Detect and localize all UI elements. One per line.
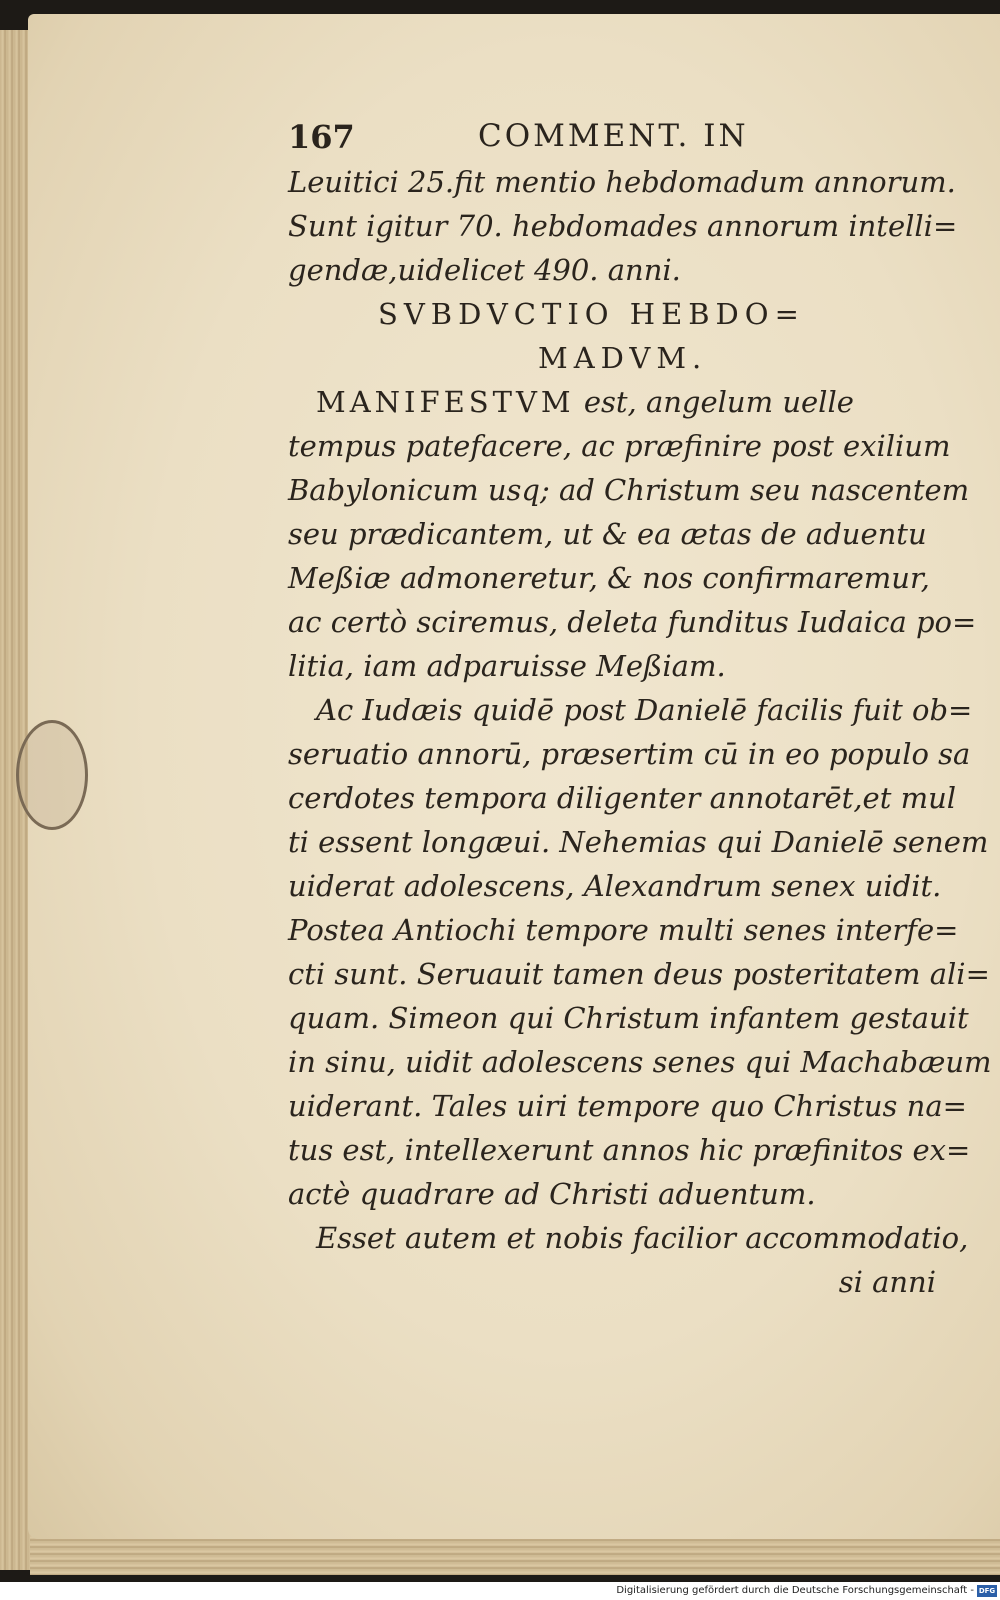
text-line: Sunt igitur 70. hebdomades annorum intelli= [288,209,958,243]
section-title-line-2: MADVM. [538,341,708,375]
running-head: COMMENT. IN [478,118,749,154]
text-line: litia, iam adparuisse Meßiam. [288,649,726,683]
initial-capitals: MANIFESTVM [316,385,575,419]
text-line: cti sunt. Seruauit tamen deus posteritatem ali= [288,957,990,991]
section-title-line-1: SVBDVCTIO HEBDO= [378,297,805,331]
text-line: in sinu, uidit adolescens senes qui Machabæum [288,1045,992,1079]
page-text [288,108,992,1304]
text-line: tus est, intellexerunt annos hic præfinitos ex= [288,1133,971,1167]
text-line: quam. Simeon qui Christum infantem gestauit [288,1001,969,1035]
binding-clasp [16,720,88,830]
text-line: Leuitici 25.fit mentio hebdomadum annorum. [288,165,956,199]
text-line: ti essent longæui. Nehemias qui Danielē senem [288,825,989,859]
text-line: Ac Iudæis quidē post Danielē facilis fuit ob= [316,693,973,727]
text-line: Babylonicum usq; ad Christum seu nascentem [288,473,970,507]
text-line: tempus patefacere, ac præfinire post exilium [288,429,951,463]
page-number: 167 [288,118,355,156]
catchword: si anni [838,1265,936,1299]
digitization-credit: Digitalisierung gefördert durch die Deutsche Forschungsgemeinschaft - [616,1585,974,1596]
digitization-credit-bar [0,1582,1000,1600]
first-line-rest: est, angelum uelle [574,385,854,419]
text-line: gendæ,uidelicet 490. anni. [288,253,681,287]
text-line: Esset autem et nobis facilior accommodatio, [316,1221,969,1255]
text-line: seu prædicantem, ut & ea ætas de aduentu [288,517,927,551]
dfg-logo-icon: DFG [978,1587,996,1595]
text-line: Postea Antiochi tempore multi senes interfe= [288,913,959,947]
page-header [288,108,936,160]
paragraph-1-first-line [288,380,936,424]
text-line: seruatio annorū, præsertim cū in eo populo sa [288,737,971,771]
text-line: actè quadrare ad Christi aduentum. [288,1177,816,1211]
text-line: ac certò sciremus, deleta funditus Iudaica po= [288,605,977,639]
text-line: uiderat adolescens, Alexandrum senex uidit. [288,869,942,903]
text-line: uiderant. Tales uiri tempore quo Christus na= [288,1089,967,1123]
text-line: Meßiæ admoneretur, & nos confirmaremur, [288,561,930,595]
text-line: cerdotes tempora diligenter annotarēt,et mul [288,781,957,815]
page-stack-bottom-edge [30,1535,1000,1575]
